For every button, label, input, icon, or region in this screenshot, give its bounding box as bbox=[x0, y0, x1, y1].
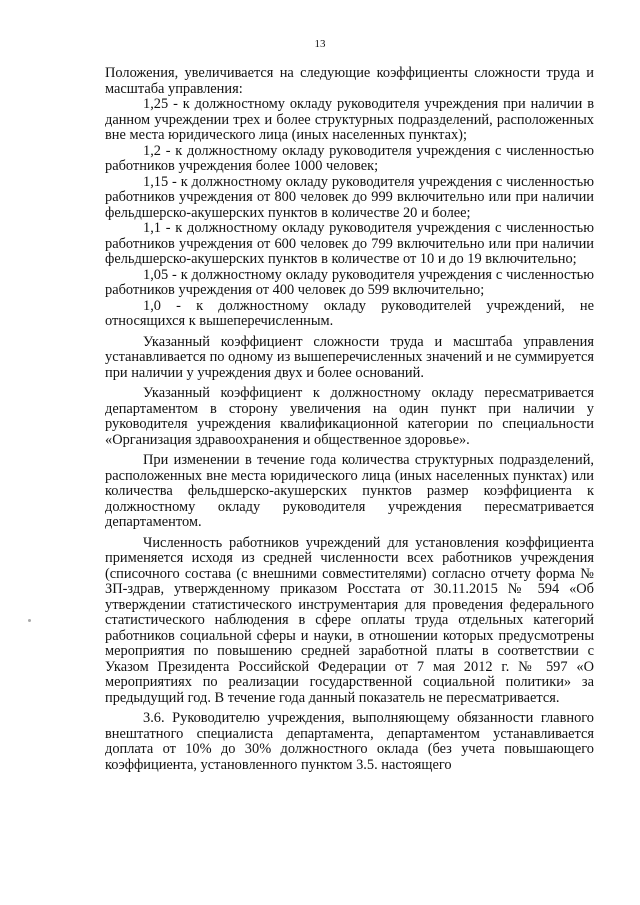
document-body bbox=[105, 66, 594, 773]
scan-dot bbox=[28, 619, 31, 622]
paragraph-headcount: Численность работников учреждений для установления коэффициента применяется исходя из средней численности всех работников учреждения (списочного состава (с внешними совместителями) согласно отчету форма № ЗП-здрав, утвержденному приказом Росстата от 30.11.2015 № 594 «Об утверждении статистического инструментария для проведения федерального статистического наблюдения в сфере оплаты труда отдельных категорий работников социальной сферы и науки, в отношении которых предусмотрены мероприятия по повышению средней заработной платы в соответствии с Указом Президента Российской Федерации от 7 мая 2012 г. № 597 «О мероприятиях по реализации государственной социальной политики» за предыдущий год. В течение года данный показатель не пересматривается. bbox=[105, 534, 594, 706]
paragraph-coefficient-change: При изменении в течение года количества структурных подразделений, расположенных вне места юридического лица (иных населенных пунктах) или количества фельдшерско-акушерских пунктов размер коэффициента к должностному окладу руководителя учреждения пересматривается департаментом. bbox=[105, 452, 594, 530]
paragraph-coefficient-rule: Указанный коэффициент сложности труда и масштаба управления устанавливается по одному из вышеперечисленных значений и не суммируется при наличии у учреждения двух и более оснований. bbox=[105, 333, 594, 381]
paragraph-coefficient-1-25: 1,25 - к должностному окладу руководителя учреждения при наличии в данном учреждении трех и более структурных подразделений, расположенных вне места юридического лица (иных населенных пунктах); bbox=[105, 96, 594, 143]
page-number: 13 bbox=[314, 38, 326, 50]
paragraph-coefficient-1-0: 1,0 - к должностному окладу руководителей учреждений, не относящихся к вышеперечисленным. bbox=[105, 297, 594, 329]
paragraph-section-3-6: 3.6. Руководителю учреждения, выполняющему обязанности главного внештатного специалиста департамента, департаментом устанавливается доплата от 10% до 30% должностного оклада (без учета повышающего коэффициента, установленного пунктом 3.5. настоящего bbox=[105, 710, 594, 773]
paragraph-coefficient-1-15: 1,15 - к должностному окладу руководителя учреждения с численностью работников учреждения от 800 человек до 999 включительно или при наличии фельдшерско-акушерских пунктов в количестве 20 и более; bbox=[105, 173, 594, 221]
paragraph-intro: Положения, увеличивается на следующие коэффициенты сложности труда и масштаба управления: bbox=[105, 65, 594, 97]
paragraph-coefficient-1-05: 1,05 - к должностному окладу руководителя учреждения с численностью работников учреждения от 400 человек до 599 включительно; bbox=[105, 266, 594, 298]
paragraph-coefficient-1-1: 1,1 - к должностному окладу руководителя учреждения с численностью работников учреждения от 600 человек до 799 включительно или при наличии фельдшерско-акушерских пунктов в количестве от 10 и до 19 включительно; bbox=[105, 220, 594, 267]
paragraph-coefficient-review: Указанный коэффициент к должностному окладу пересматривается департаментом в сторону увеличения на один пункт при наличии у руководителя учреждения квалификационной категории по специальности «Организация здравоохранения и общественное здоровье». bbox=[105, 385, 594, 448]
paragraph-coefficient-1-2: 1,2 - к должностному окладу руководителя учреждения с численностью работников учреждения более 1000 человек; bbox=[105, 142, 594, 174]
